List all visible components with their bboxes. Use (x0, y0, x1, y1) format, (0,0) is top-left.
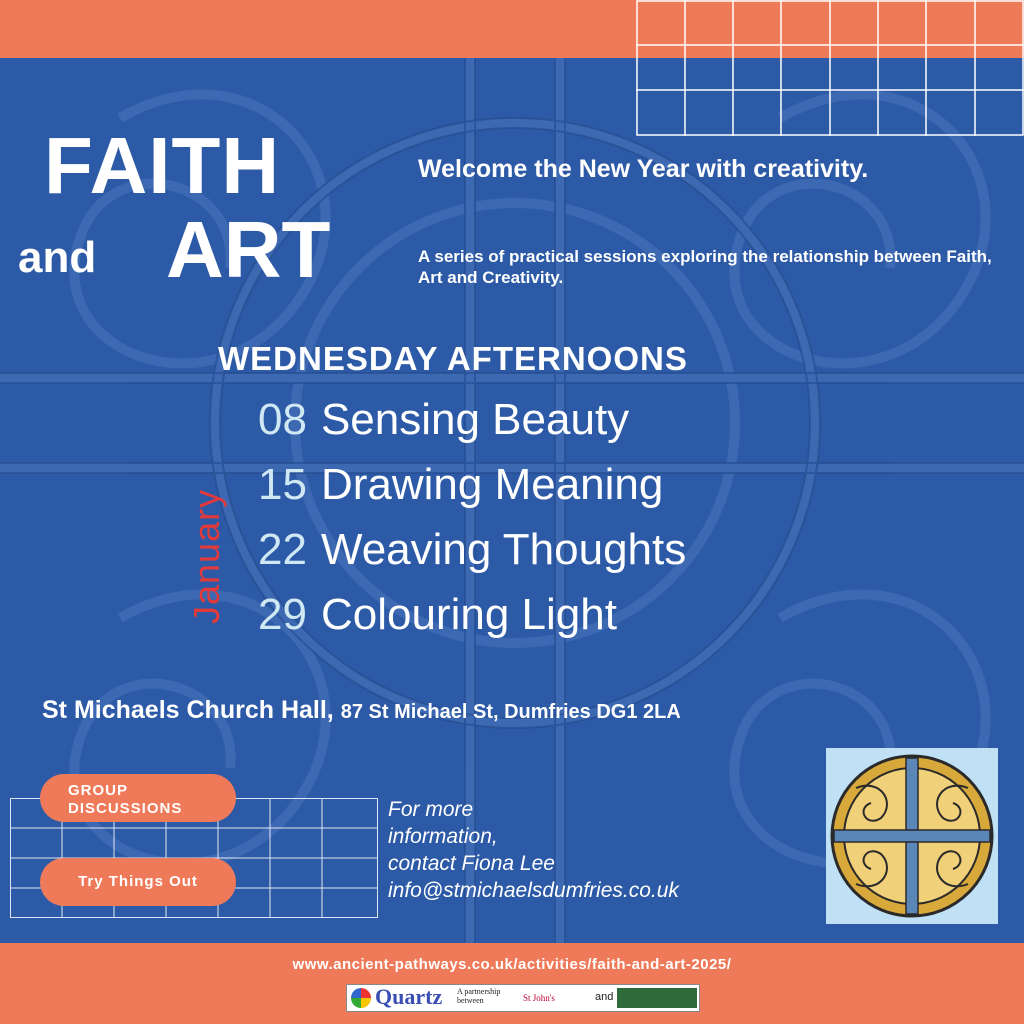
decorative-grid-top-right (636, 0, 1024, 136)
session-day: 29 (258, 590, 307, 639)
try-things-out-badge: Try Things Out (40, 858, 236, 906)
venue-address: 87 St Michael St, Dumfries DG1 2LA (340, 701, 681, 723)
month-label: January (186, 488, 227, 624)
venue (42, 696, 681, 725)
website-url[interactable]: www.ancient-pathways.co.uk/activities/faith-and-art-2025/ (292, 956, 732, 973)
second-partner-logo (617, 988, 697, 1008)
contact-info (388, 796, 748, 904)
venue-name: St Michaels Church Hall, (42, 696, 334, 724)
session-title: Drawing Meaning (320, 460, 664, 509)
badge-line: GROUP (68, 782, 129, 799)
series-description: A series of practical sessions exploring the relationship between Faith, Art and Creativity. (418, 247, 992, 287)
session-item (258, 460, 664, 509)
session-title: Sensing Beauty (320, 395, 630, 444)
contact-line: For more (388, 798, 474, 821)
contact-line: information, (388, 825, 498, 848)
welcome-text: Welcome the New Year with creativity. (418, 155, 869, 183)
contact-email[interactable]: info@stmichaelsdumfries.co.uk (388, 879, 679, 902)
schedule-heading: WEDNESDAY AFTERNOONS (218, 340, 688, 377)
celtic-knot-cross-icon (826, 748, 998, 924)
session-title: Colouring Light (320, 590, 617, 639)
title-faith: FAITH (44, 121, 281, 210)
session-day: 08 (258, 395, 307, 444)
badge-line: DISCUSSIONS (68, 800, 183, 817)
quartz-logo-icon (351, 988, 371, 1008)
partner-logo-strip (346, 984, 700, 1012)
title-and: and (18, 233, 97, 282)
emblem-panel (826, 748, 998, 924)
session-item (258, 590, 617, 639)
partnership-line: A partnership (457, 987, 501, 996)
quartz-brand: Quartz (375, 984, 443, 1009)
partner-and: and (595, 991, 614, 1003)
partnership-text (457, 987, 500, 1005)
partnership-line: between (457, 996, 484, 1005)
st-johns-logo: St John's (523, 993, 555, 1003)
session-title: Weaving Thoughts (320, 525, 687, 574)
session-item (258, 525, 687, 574)
session-day: 22 (258, 525, 307, 574)
session-item (258, 395, 630, 444)
title-art: ART (166, 205, 331, 294)
group-discussions-badge (40, 774, 236, 822)
contact-line: contact Fiona Lee (388, 852, 555, 875)
session-day: 15 (258, 460, 307, 509)
